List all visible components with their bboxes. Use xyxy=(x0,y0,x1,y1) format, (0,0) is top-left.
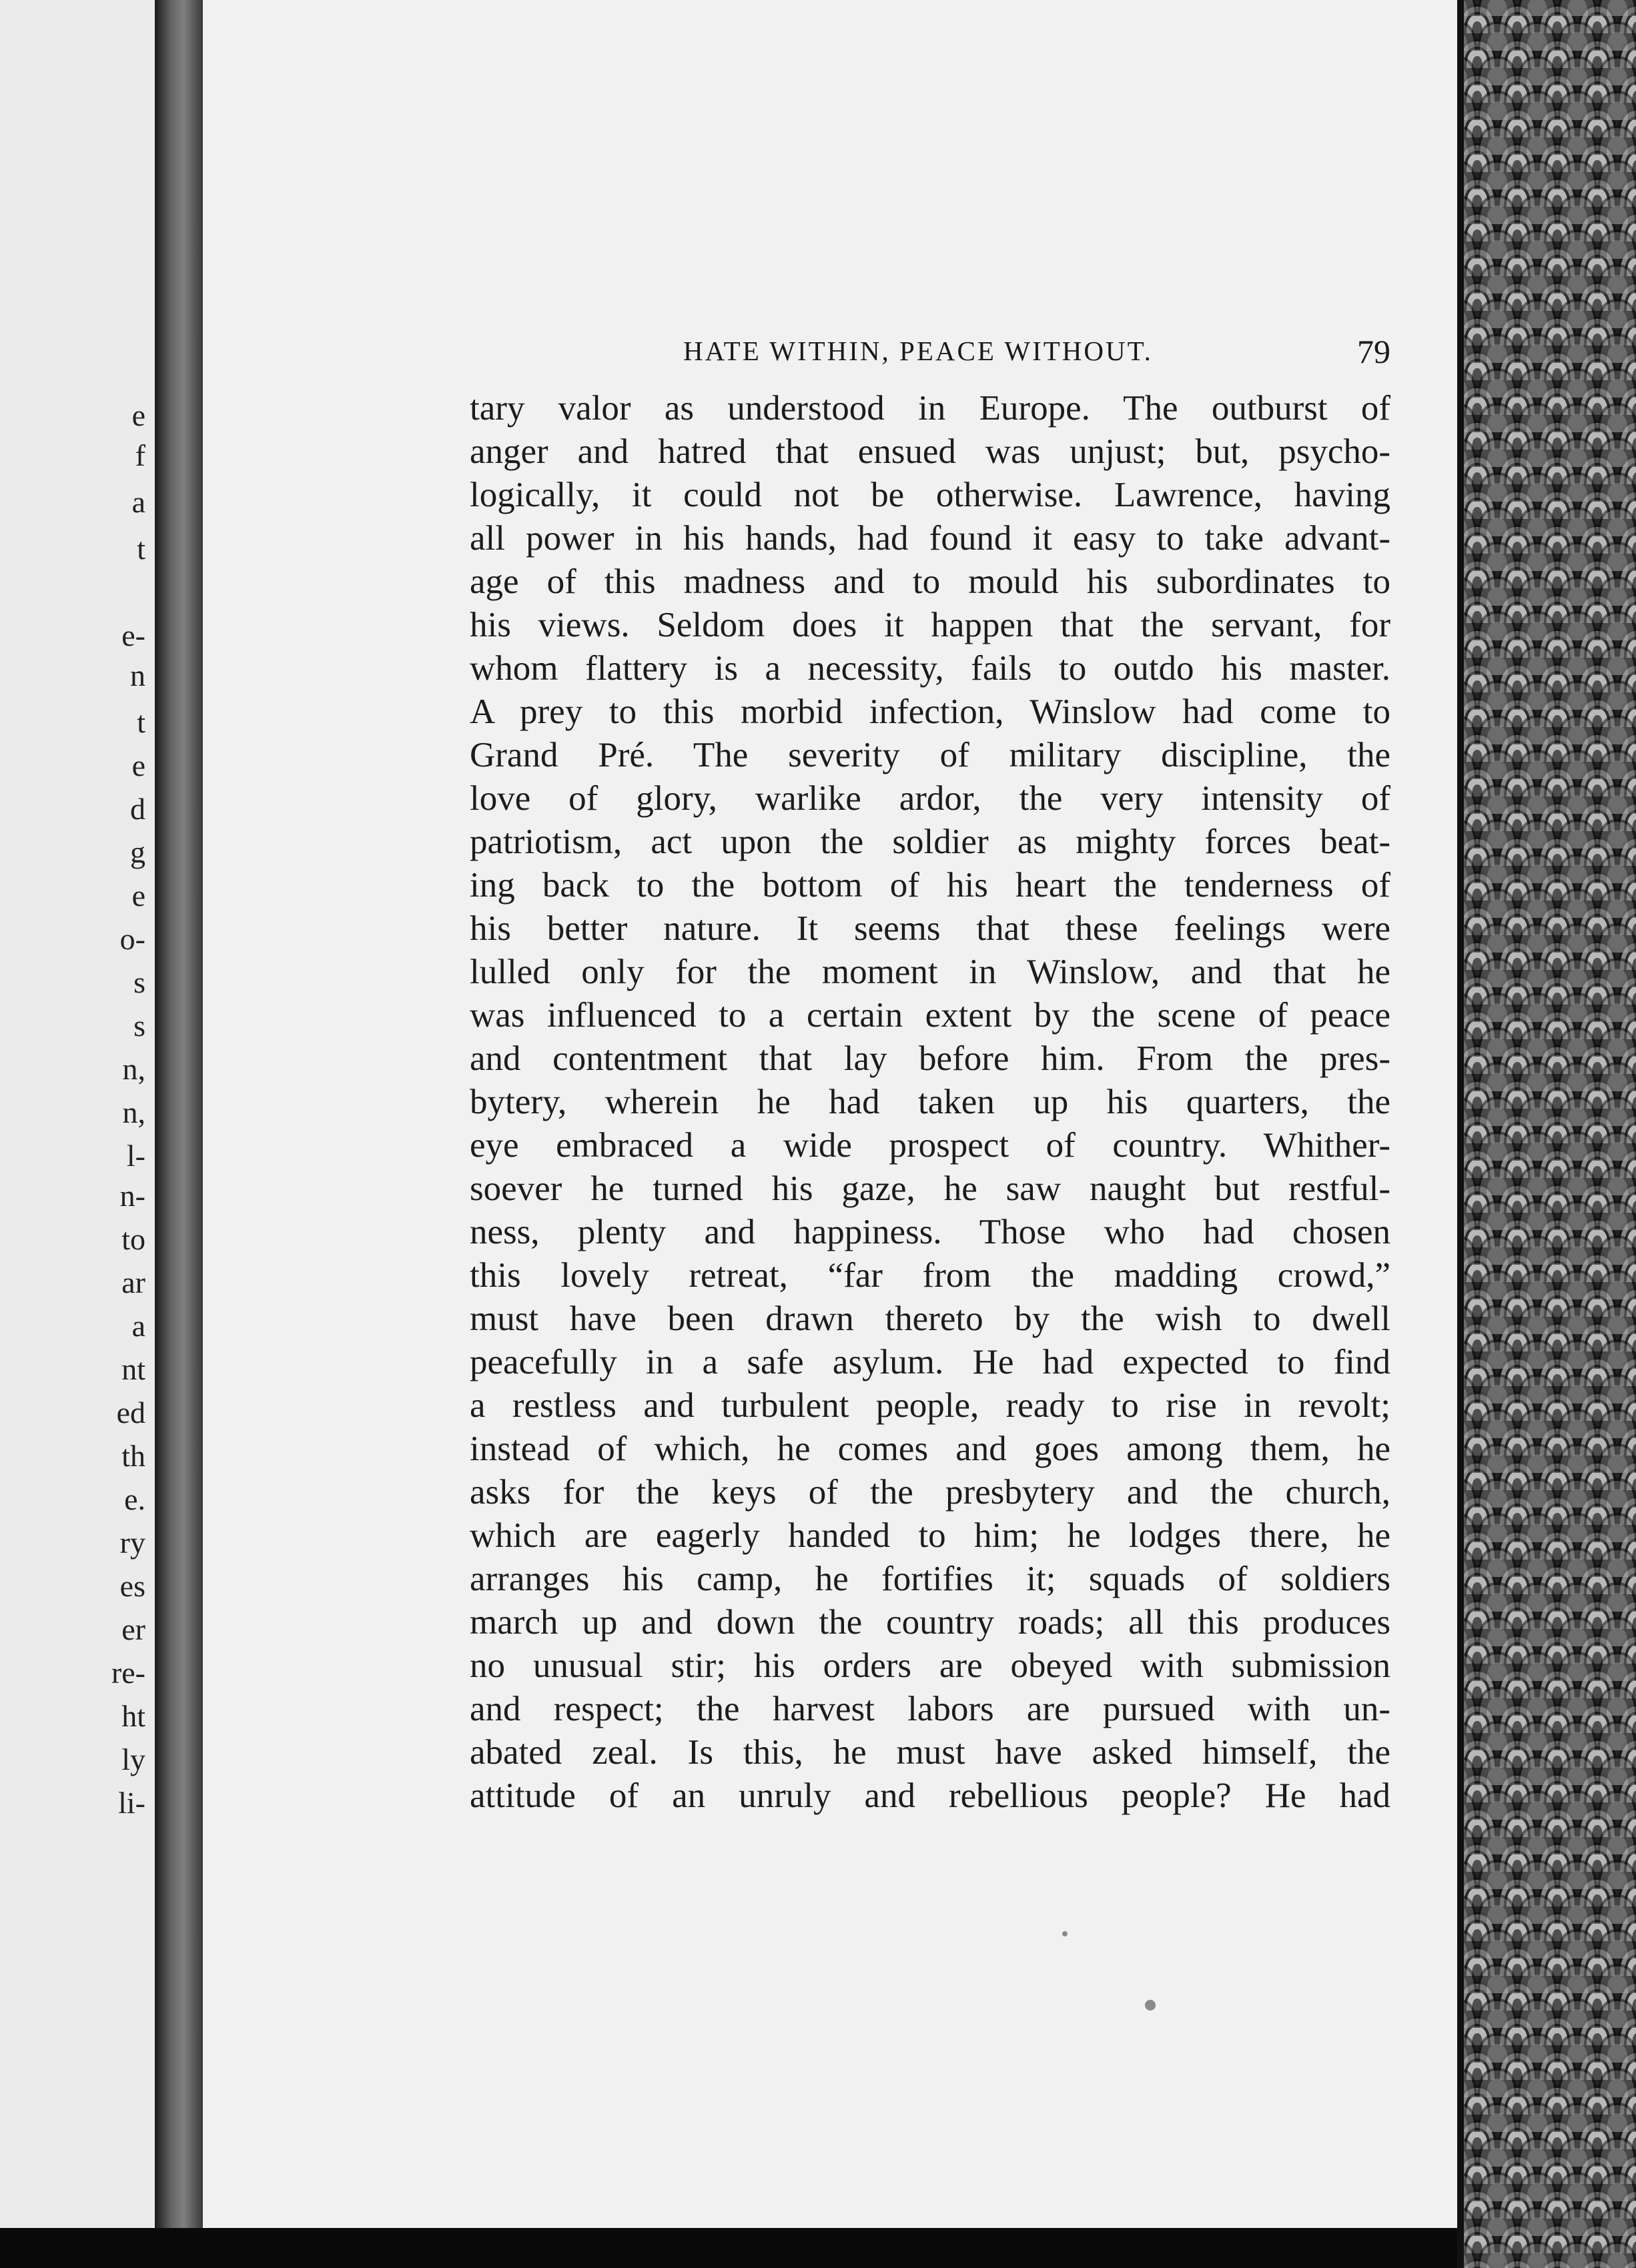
left-page-fragment: n, xyxy=(122,1095,145,1129)
left-page-fragment: ar xyxy=(121,1265,145,1299)
left-page-fragment: e xyxy=(131,398,145,432)
text-line: lulled only for the moment in Winslow, and that he xyxy=(470,953,1390,991)
paper-speck xyxy=(1145,2000,1156,2011)
left-page-fragment: e xyxy=(131,748,145,782)
left-page-fragment: th xyxy=(121,1439,145,1473)
marbled-fore-edge xyxy=(1457,0,1636,2268)
text-line: was influenced to a certain extent by the scene of peace xyxy=(470,996,1390,1035)
text-line: and respect; the harvest labors are pursued with un- xyxy=(470,1690,1390,1728)
left-page-text-fragments xyxy=(0,0,155,2255)
text-line: must have been drawn thereto by the wish to dwell xyxy=(470,1299,1390,1338)
text-line: and contentment that lay before him. From the pres- xyxy=(470,1039,1390,1078)
page-header xyxy=(483,332,1390,379)
text-line: no unusual stir; his orders are obeyed with submission xyxy=(470,1646,1390,1685)
text-line: A prey to this morbid infection, Winslow had come to xyxy=(470,692,1390,731)
text-line: ness, plenty and happiness. Those who had chosen xyxy=(470,1213,1390,1251)
left-page-fragment: ht xyxy=(121,1699,145,1733)
text-line: tary valor as understood in Europe. The outburst of xyxy=(470,389,1390,428)
text-line: attitude of an unruly and rebellious people? He had xyxy=(470,1776,1390,1815)
text-line: his better nature. It seems that these feelings were xyxy=(470,909,1390,948)
text-line: arranges his camp, he fortifies it; squads of soldiers xyxy=(470,1560,1390,1598)
left-page-fragment: f xyxy=(135,438,145,472)
text-line: instead of which, he comes and goes among them, he xyxy=(470,1430,1390,1468)
left-page-fragment: n, xyxy=(122,1052,145,1086)
left-page-fragment: t xyxy=(137,705,145,739)
left-page-fragment: d xyxy=(130,792,145,826)
left-page-fragment: e. xyxy=(124,1482,145,1516)
left-page-fragment: s xyxy=(133,1009,145,1043)
text-line: logically, it could not be otherwise. Lawrence, having xyxy=(470,476,1390,514)
marbled-pattern-graphic xyxy=(1457,0,1636,2268)
left-page-fragment: ly xyxy=(121,1742,145,1776)
text-line: age of this madness and to mould his subordinates to xyxy=(470,562,1390,601)
text-line: anger and hatred that ensued was unjust; but, psycho- xyxy=(470,432,1390,471)
left-page-fragment: l- xyxy=(126,1139,145,1173)
text-line: march up and down the country roads; all this produces xyxy=(470,1603,1390,1642)
left-page-fragment: e- xyxy=(121,618,145,652)
text-line: Grand Pré. The severity of military discipline, the xyxy=(470,736,1390,774)
text-line: love of glory, warlike ardor, the very intensity of xyxy=(470,779,1390,818)
page-number: 79 xyxy=(1357,333,1390,370)
text-line: bytery, wherein he had taken up his quarters, the xyxy=(470,1083,1390,1121)
text-line: his views. Seldom does it happen that the servant, for xyxy=(470,606,1390,644)
left-page-fragment: nt xyxy=(121,1352,145,1386)
text-line: ing back to the bottom of his heart the tenderness of xyxy=(470,866,1390,905)
book-gutter xyxy=(155,0,203,2228)
left-page-fragment: es xyxy=(119,1569,145,1603)
text-line: patriotism, act upon the soldier as mighty forces beat- xyxy=(470,822,1390,861)
left-page-fragment: g xyxy=(130,835,145,869)
text-line: abated zeal. Is this, he must have asked himself, the xyxy=(470,1733,1390,1772)
left-page-fragment: to xyxy=(121,1222,145,1256)
text-line: all power in his hands, had found it easy to take advant- xyxy=(470,519,1390,558)
running-head: HATE WITHIN, PEACE WITHOUT. xyxy=(683,336,1153,366)
left-page-fragment: n xyxy=(130,658,145,692)
text-line: eye embraced a wide prospect of country. Whither- xyxy=(470,1126,1390,1165)
left-facing-page xyxy=(0,0,155,2255)
left-page-fragment: re- xyxy=(111,1656,145,1690)
left-page-fragment: n- xyxy=(119,1179,145,1213)
left-page-fragment: ed xyxy=(116,1395,145,1430)
bottom-shadow xyxy=(0,2228,1457,2268)
left-page-fragment: a xyxy=(131,485,145,519)
left-page-fragment: er xyxy=(121,1612,145,1646)
left-page-fragment: a xyxy=(131,1309,145,1343)
paper-speck xyxy=(1062,1931,1068,1936)
left-page-fragment: o- xyxy=(119,922,145,956)
text-line: which are eagerly handed to him; he lodges there, he xyxy=(470,1516,1390,1555)
left-page-fragment: e xyxy=(131,879,145,913)
left-page-fragment: s xyxy=(133,965,145,999)
body-text xyxy=(470,387,1390,1818)
left-page-fragment: li- xyxy=(118,1786,145,1820)
text-line: peacefully in a safe asylum. He had expected to find xyxy=(470,1343,1390,1381)
text-line: a restless and turbulent people, ready to rise in revolt; xyxy=(470,1386,1390,1425)
text-line: this lovely retreat, “far from the madding crowd,” xyxy=(470,1256,1390,1295)
text-line: soever he turned his gaze, he saw naught but restful- xyxy=(470,1169,1390,1208)
book-page xyxy=(203,0,1457,2228)
left-page-fragment: t xyxy=(137,532,145,566)
text-line: whom flattery is a necessity, fails to outdo his master. xyxy=(470,649,1390,688)
left-page-fragment: ry xyxy=(119,1526,145,1560)
text-line: asks for the keys of the presbytery and the church, xyxy=(470,1473,1390,1512)
